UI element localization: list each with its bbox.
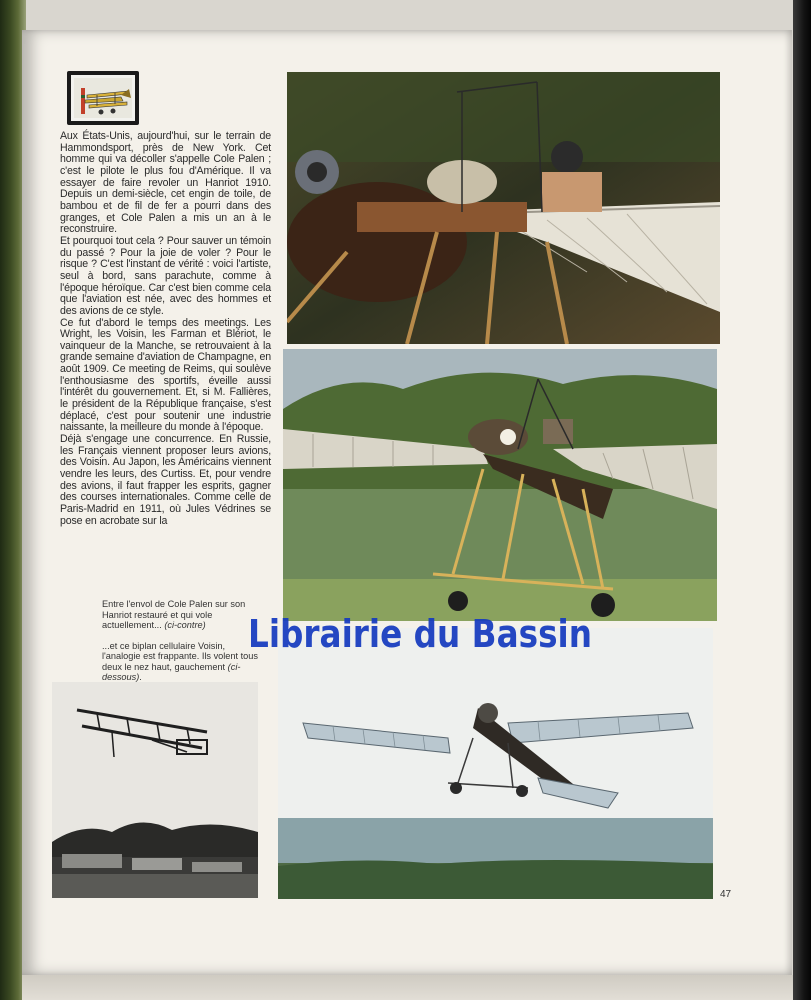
biplane-logo (67, 71, 139, 125)
photo-hanriot-in-flight (278, 628, 713, 899)
biplane-logo-icon (71, 75, 135, 121)
photo-pilot-cockpit (287, 72, 720, 344)
caption-second (102, 641, 260, 683)
article-body (60, 131, 271, 527)
photo-hanriot-takeoff (283, 349, 717, 621)
photo-voisin-biplane (52, 682, 258, 898)
body-paragraph: Ce fut d'abord le temps des meetings. Les Wright, les Voisin, les Farman et Blériot, le vainqueur de la Manche, se retrouvaient à la grande semaine d'aviation de Champagne, en août 1909. Ce meeting de Reims, qui soulève l'enthousiasme des sportifs, éveille aussi l'intérêt du gouvernement. Et, si M. Fallières, le président de la République française, s'est déplacé, c'est pour soutenir une industrie naissante, la meilleure du monde à l'époque. (60, 316, 271, 434)
caption-first (102, 599, 260, 631)
watermark-text: Librairie du Bassin (248, 612, 593, 656)
caption-second-text: ...et ce biplan cellulaire Voisin, l'analogie est frappante. Ils volent tous deux le nez haut, gauchement (102, 640, 258, 672)
caption-second-ref: (ci-dessous) (102, 661, 241, 682)
photo-caption (102, 599, 260, 683)
caption-second-end: . (139, 672, 142, 682)
body-paragraph: Déjà s'engage une concurrence. En Russie, les Français viennent proposer leurs avions, des Voisin. Au Japon, les Américains viennent vendre les leurs, des Curtiss. Et, pour vendre des avions, il faut frapper les esprits, gagner des courses internationales. Comme celle de Paris-Madrid en 1911, où Jules Védrines se pose en acrobate sur la (60, 433, 271, 527)
caption-first-text: Entre l'envol de Cole Palen sur son Hanriot restauré et qui vole actuellement... (102, 599, 246, 630)
page-edge (22, 975, 797, 1000)
body-paragraph: Aux États-Unis, aujourd'hui, sur le terrain de Hammondsport, près de New York. Cet homme qui va décoller s'appelle Cole Palen ; c'est le pilote le plus fou d'Amérique. Il va essayer de faire revoler un Hanriot 1910. Depuis un demi-siècle, cet engin de toile, de bambou et de fil de fer a pourri dans des granges, et Cole Palen a mis un an à le reconstruire. (60, 130, 271, 236)
page-number: 47 (720, 889, 732, 900)
body-paragraph: Et pourquoi tout cela ? Pour sauver un témoin du passé ? Pour la joie de voler ? Pour le risque ? C'est l'instant de vérité : voici l'artiste, seul à bord, sans parachute, comme à l'époque héroïque. Car c'est bien comme cela que l'aviation est née, avec des hommes et des avions de ce style. (60, 234, 271, 317)
caption-first-ref: (ci-contre) (164, 620, 206, 630)
book-spine-right (793, 0, 811, 1000)
